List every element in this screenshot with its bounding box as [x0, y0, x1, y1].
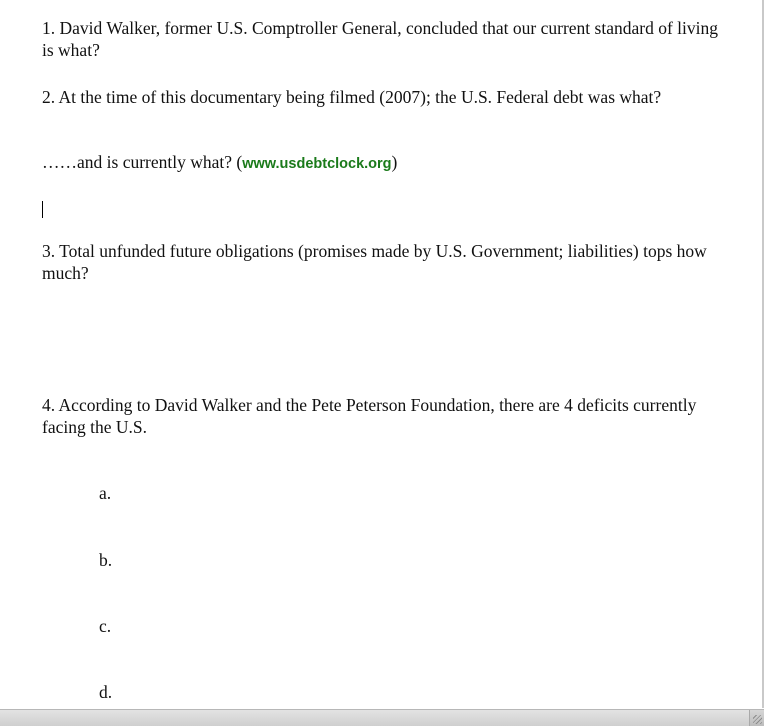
question-1[interactable]: 1. David Walker, former U.S. Comptroller General, concluded that our current standard of living is what?: [42, 18, 718, 60]
question-4[interactable]: 4. According to David Walker and the Pete Peterson Foundation, there are 4 deficits currently facing the U.S.: [42, 395, 697, 437]
deficit-item-a[interactable]: a.: [99, 483, 112, 503]
question-2-followup[interactable]: [42, 151, 732, 175]
question-3[interactable]: 3. Total unfunded future obligations (promises made by U.S. Government; liabilities) tops how much?: [42, 241, 707, 283]
deficit-item-b[interactable]: b.: [99, 550, 113, 570]
debt-clock-link[interactable]: www.usdebtclock.org: [242, 156, 392, 172]
deficit-item-d[interactable]: d.: [99, 682, 113, 702]
followup-suffix: ): [391, 152, 398, 172]
deficit-item-c[interactable]: c.: [99, 616, 112, 636]
scrollbar-corner[interactable]: [749, 710, 764, 726]
text-cursor: [42, 201, 43, 218]
followup-prefix: ……and is currently what? (: [42, 152, 243, 172]
horizontal-scrollbar[interactable]: [0, 709, 764, 726]
resize-grip-icon[interactable]: [753, 715, 762, 724]
question-2[interactable]: 2. At the time of this documentary being filmed (2007); the U.S. Federal debt was what?: [42, 87, 662, 107]
